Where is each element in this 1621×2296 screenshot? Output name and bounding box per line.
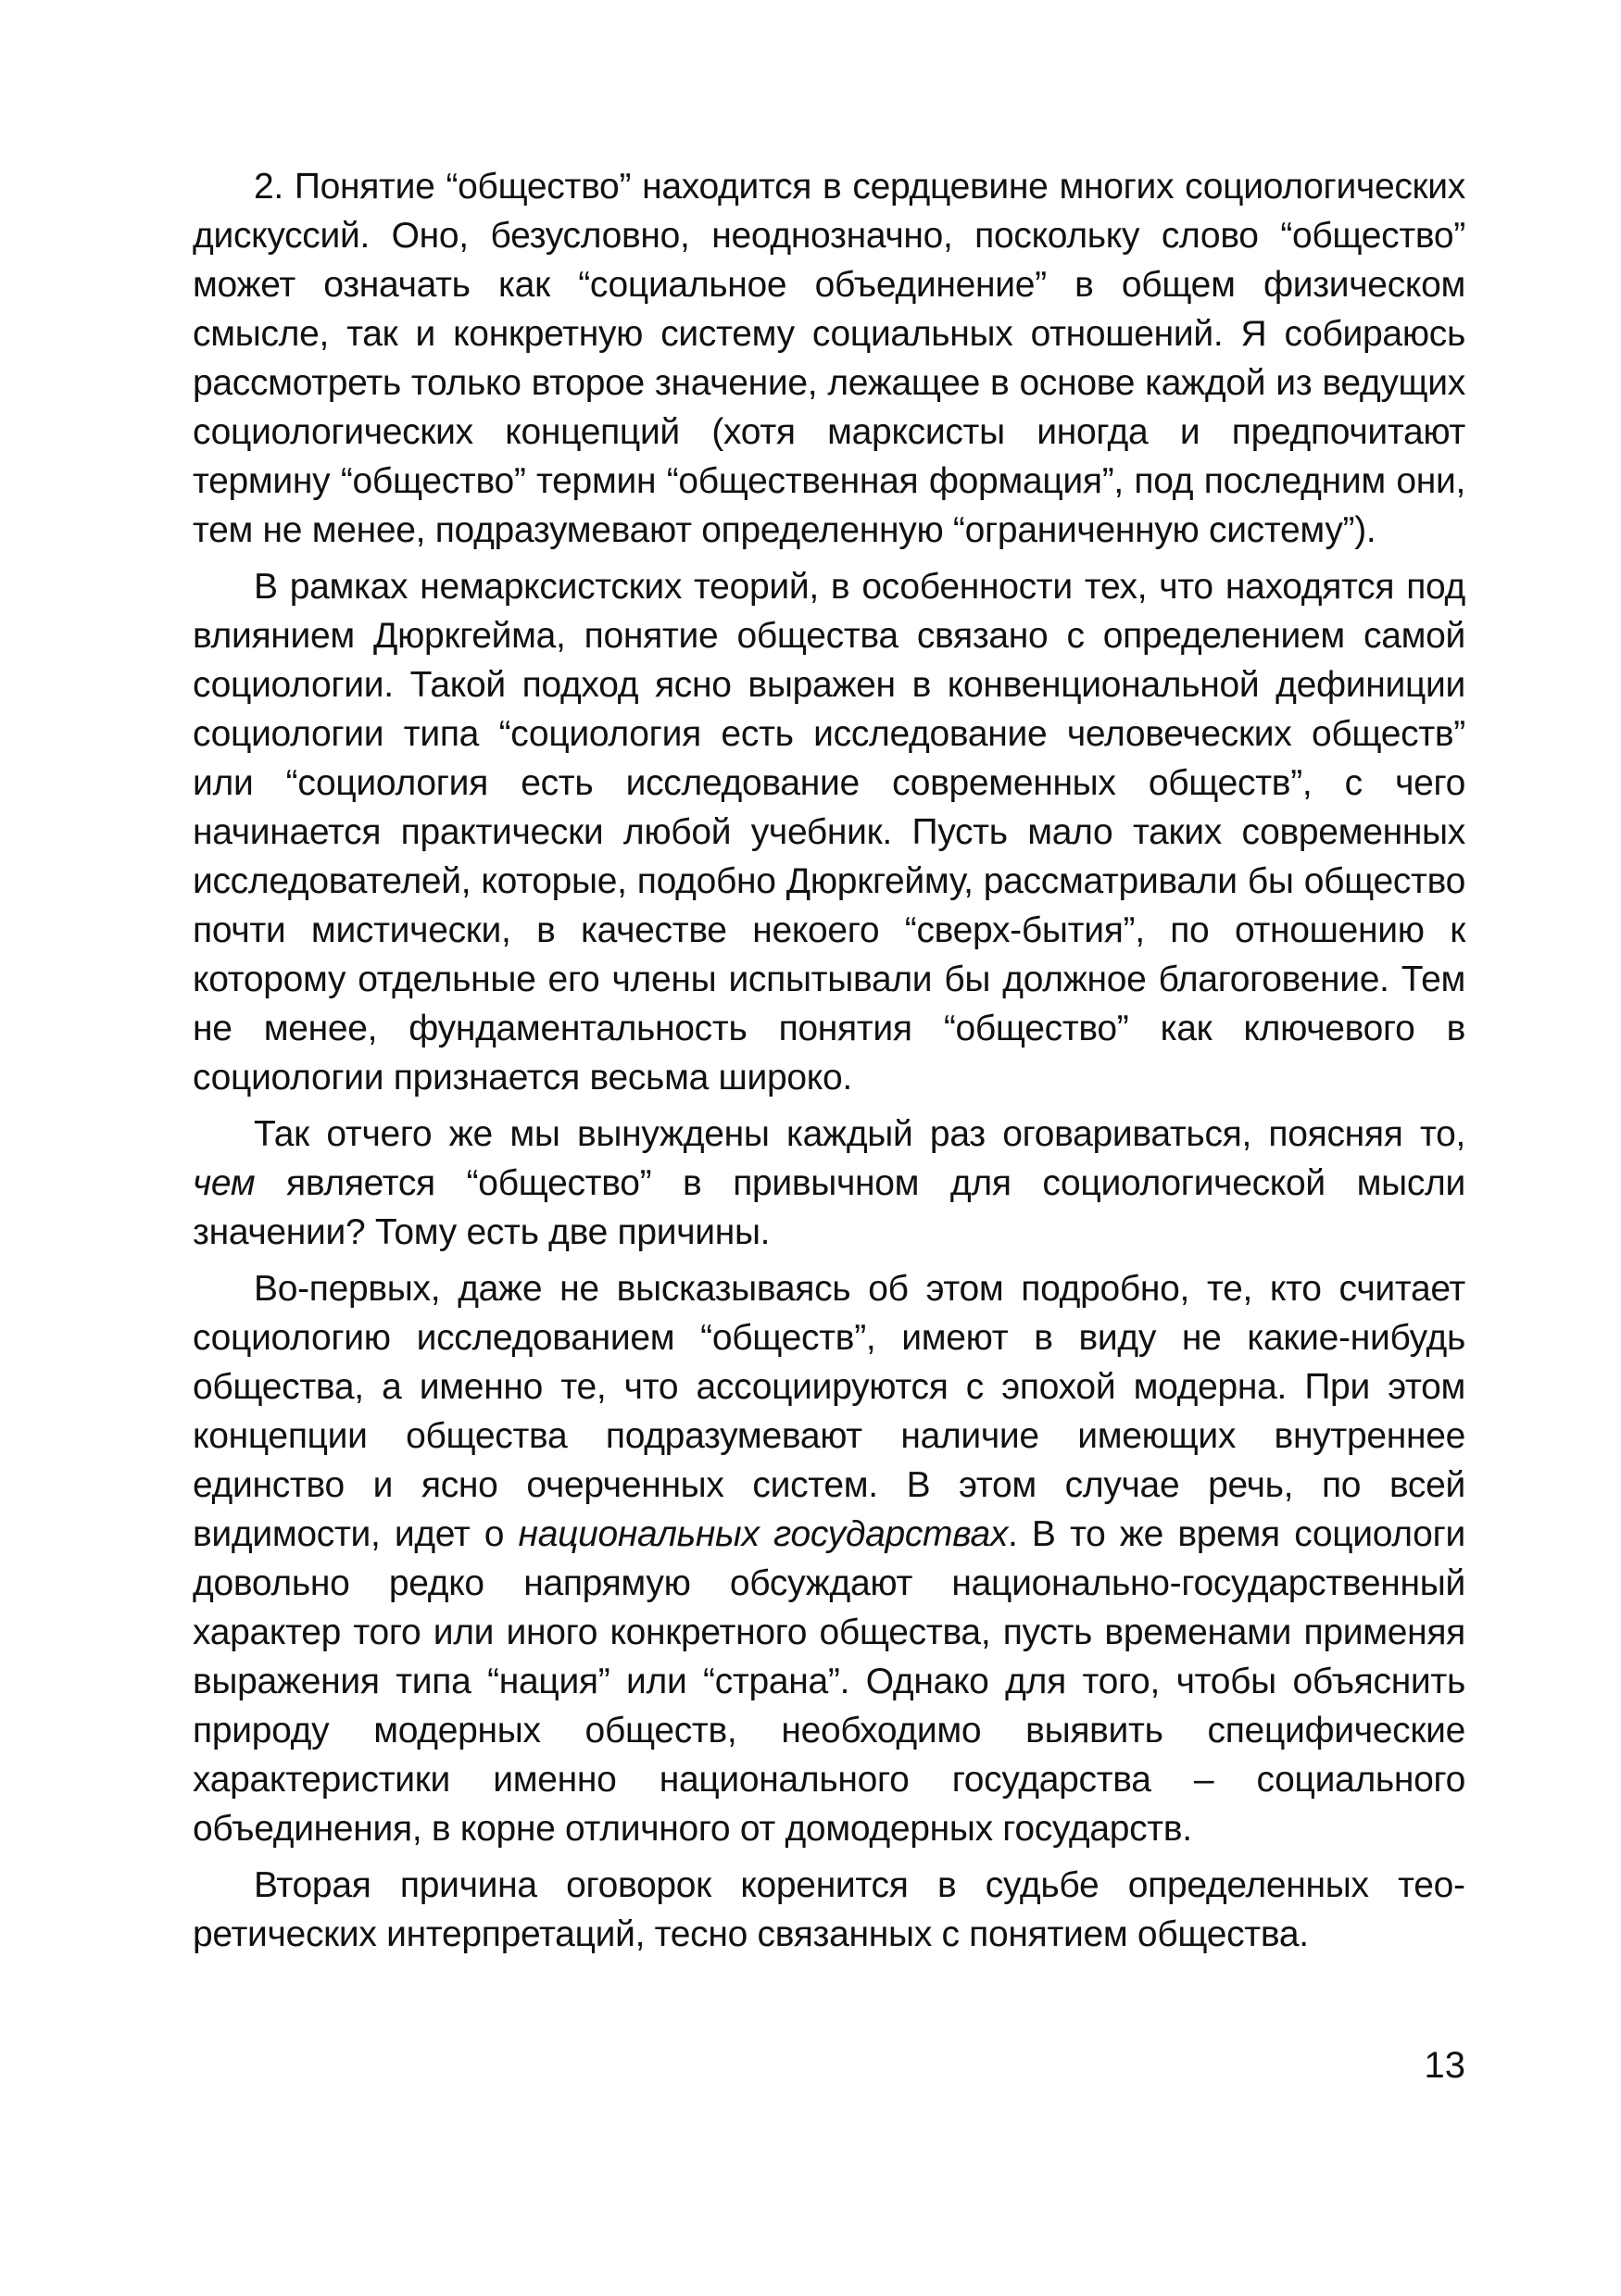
paragraph-4-italic: национальных государствах [518, 1514, 1009, 1554]
paragraph-3-text-a: Так отчего же мы вынуждены каждый раз оговариваться, поясняя то, [254, 1114, 1465, 1154]
paragraph-4-text-a: Во-первых, даже не высказываясь об этом подробно, те, кто считает социологию исследованием “обществ”, имеют в виду не какие-нибудь общества, а именно те, что ассоциируются с эпохой модерна. При этом концепции общества подразумевают наличие имеющих внутреннее единство и ясно очерченных систем. В этом случае речь, по всей видимости, идет о [193, 1269, 1465, 1554]
paragraph-3-italic: чем [193, 1163, 256, 1203]
paragraph-2-text: В рамках немарксистских теорий, в особенности тех, что находятся под влиянием Дюркгейма, понятие общества связано с определением самой социологии. Такой подход ясно выражен в конвенциональной дефиниции социологии типа “социология есть исследование человеческих обществ” или “социология есть исследование современных обществ”, с чего начинается практически любой учебник. Пусть мало таких современных исследователей, которые, подобно Дюркгейму, рассматривали бы общество почти мистически, в качестве некоего “сверх-бытия”, по отношению к которому отдельные его члены испытывали бы должное благоговение. Тем не менее, фундаментальность понятия “общество” как ключевого в социологии признается весьма широко. [193, 567, 1465, 1098]
paragraph-3 [193, 1110, 1465, 1257]
paragraph-4-text-b: . В то же время социологи довольно редко напрямую обсуждают национально-государственный характер того или иного конкретного общества, пусть временами применяя выражения типа “нация” или “страна”. Однако для того, чтобы объяснить природу модерных обществ, необходимо выявить специфические характеристики именно национального государства – социального объединения, в корне отличного от домодерных государств. [193, 1514, 1465, 1849]
paragraph-5-text: Вторая причина оговорок коренится в судьбе определенных теоретических интерпретаций, тесно связанных с понятием общества. [193, 1865, 1465, 1954]
page-body [193, 162, 1465, 1966]
paragraph-5 [193, 1861, 1465, 1959]
page-number: 13 [1424, 2045, 1465, 2086]
paragraph-1-text: 2. Понятие “общество” находится в сердцевине многих социологических дискуссий. Оно, безусловно, неоднозначно, поскольку слово “общество” может означать как “социальное объединение” в общем физическом смысле, так и конкретную систему социальных отношений. Я собираюсь рассмотреть только второе значение, лежащее в основе каждой из ведущих социологических концепций (хотя марксисты иногда и предпочитают термину “общество” термин “общественная формация”, под последним они, тем не менее, подразумевают определенную “ограниченную систему”). [193, 167, 1465, 550]
paragraph-1 [193, 162, 1465, 555]
paragraph-2 [193, 562, 1465, 1102]
paragraph-4 [193, 1264, 1465, 1853]
paragraph-3-text-b: является “общество” в привычном для социологической мысли значении? Тому есть две причины. [193, 1163, 1465, 1252]
